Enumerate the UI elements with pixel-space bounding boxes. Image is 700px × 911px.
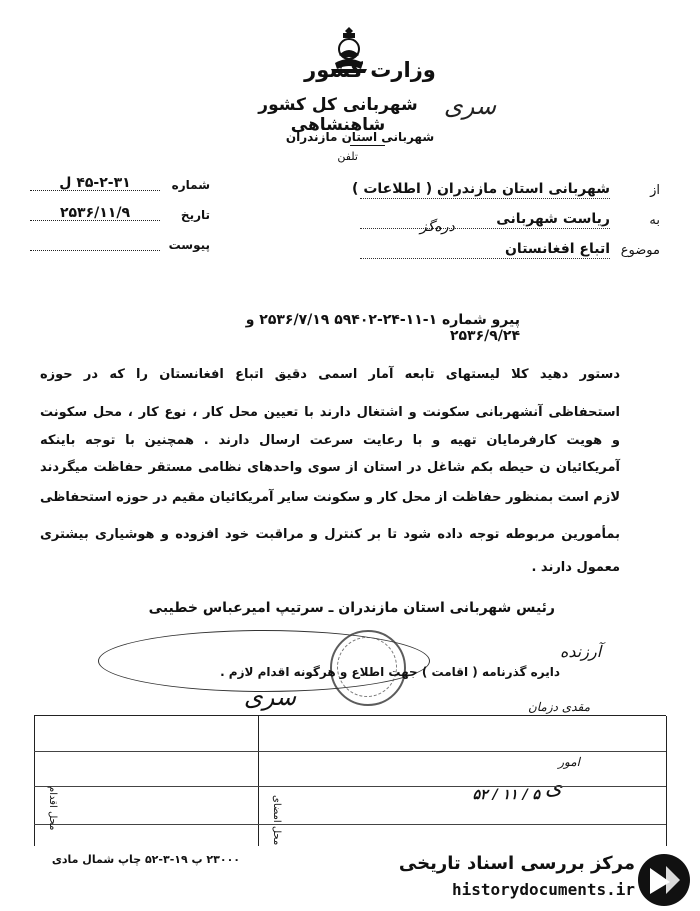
- classification-stamp-top: سری: [443, 92, 497, 120]
- handwritten-mark: ی: [545, 775, 563, 800]
- table-column-border: [34, 716, 35, 846]
- table-row-border: [34, 786, 666, 787]
- print-code: ۲۳۰۰۰ پ ۱۹-۳-۵۲ چاپ شمال مادی: [51, 853, 240, 866]
- body-line: لازم است بمنظور حفاظت از محل کار و سکونت سایر آمریکائیان مقیم در حوزه استحفاظی: [40, 490, 620, 505]
- number-label: شماره: [171, 178, 210, 192]
- to-handwritten-note: دره‌گز: [420, 219, 455, 235]
- reference-line: پیرو شماره ۱-۱۱-۲۴-۵۹۴۰۲ ۲۵۳۶/۷/۱۹ و ۲۵۳۶/۹/۲۴: [245, 312, 520, 344]
- attachment-label: پیوست: [168, 238, 210, 252]
- table-column-border: [666, 716, 667, 846]
- underline-divider: [350, 145, 385, 146]
- table-label: محل امضای: [271, 794, 282, 845]
- subject-label: موضوع: [620, 243, 660, 258]
- to-label: به: [649, 213, 660, 228]
- subject-value: اتباع افغانستان: [504, 241, 610, 257]
- phone-label: تلفن: [337, 150, 358, 163]
- table-column-border: [258, 716, 259, 846]
- table-label: محل اقدام: [47, 785, 58, 830]
- body-line: و هویت کارفرمایان تهیه و با رعایت سرعت ارسال دارند . همچنین با توجه باینکه: [40, 433, 620, 448]
- handwritten-note: آرزنده: [560, 642, 602, 661]
- dotted-line: [360, 258, 610, 259]
- number-value: ۴۵-۲-۳۱ ل: [59, 175, 131, 191]
- handwritten-date: ۵ / ۱۱ / ۵۲: [472, 787, 540, 803]
- handwritten-note: مقدی دزمان: [527, 700, 590, 714]
- body-line: بمأمورین مربوطه توجه داده شود تا بر کنترل و مراقبت خود افزوده و هوشیاری بیشتری: [40, 527, 620, 542]
- watermark-title: مرکز بررسی اسناد تاریخی: [398, 853, 635, 874]
- watermark-url: historydocuments.ir: [451, 880, 635, 899]
- dotted-line: [360, 228, 610, 229]
- from-value: شهربانی استان مازندران ( اطلاعات ): [352, 181, 610, 197]
- classification-stamp-bottom: سری: [243, 683, 297, 711]
- body-line: استحفاظی آنشهربانی سکونت و اشتغال دارند با تعیین محل کار ، نوع کار ، محل سکونت: [40, 405, 620, 420]
- provincial-police-title: شهربانی استان مازندران: [285, 130, 435, 144]
- table-row-border: [34, 751, 666, 752]
- date-label: تاریخ: [180, 208, 210, 222]
- from-label: از: [650, 183, 660, 198]
- dotted-line: [360, 198, 610, 199]
- to-value: ریاست شهربانی: [496, 211, 610, 227]
- body-line: آمریکائیان ن حیطه بکم شاغل در استان از سوی واحدهای نظامی مستقر حفاظت میگردند: [40, 460, 620, 475]
- signer-line: رئیس شهربانی استان مازندران ـ سرتیپ امیرعباس خطیبی: [148, 600, 555, 616]
- table-row-border: [34, 824, 666, 825]
- archive-logo-icon: [636, 852, 692, 908]
- date-value: ۲۵۳۶/۱۱/۹: [59, 205, 131, 221]
- body-line: دستور دهید کلا لیستهای تابعه آمار اسمی دقیق اتباع افغانستان را که در حوزه: [40, 367, 620, 382]
- police-headquarters-title: شهربانی کل کشور شاهنشاهی: [258, 95, 418, 135]
- body-line: معمول دارند .: [531, 560, 620, 575]
- handwritten-instruction: دایره گذرنامه ( اقامت ) جهت اطلاع و هرگونه اقدام لازم .: [220, 665, 560, 679]
- ministry-title: وزارت کشور: [304, 58, 436, 82]
- routing-table: [34, 715, 666, 846]
- handwritten-note: امور: [558, 755, 580, 769]
- dotted-line: [30, 250, 160, 251]
